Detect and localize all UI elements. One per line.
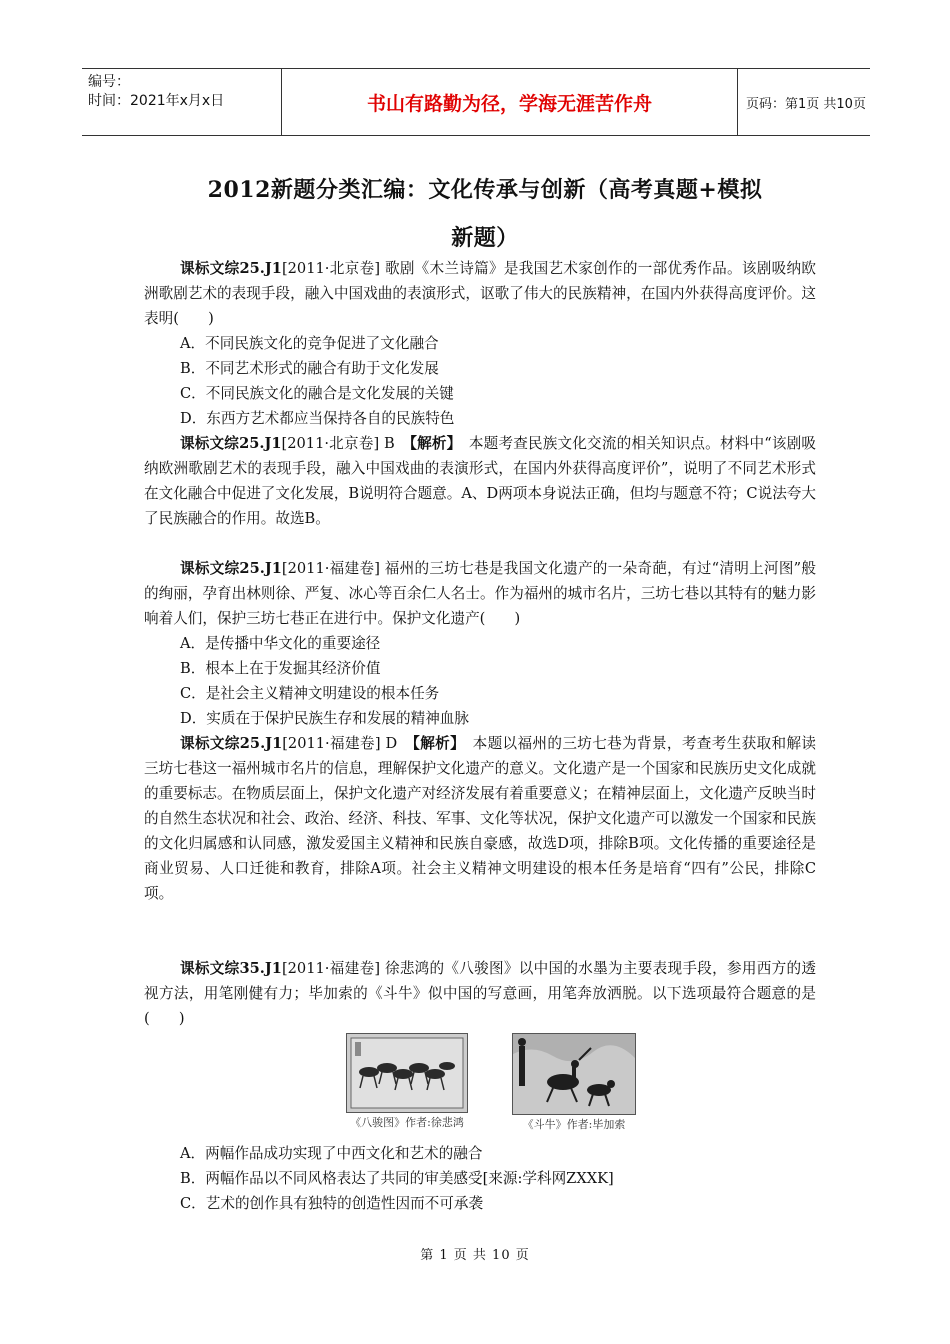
figure-bullfight [512,1033,636,1132]
answer-text: 本题以福州的三坊七巷为背景，考查考生获取和解读三坊七巷这一福州城市名片的信息，理解保护文化遗产的意义。文化遗产是一个国家和民族历史文化成就的重要标志。在物质层面上，保护文化遗产对经济发展有着重要意义；在精神层面上，文化遗产反映当时的自然生态状况和社会、政治、经济、科技、军事、文化等状况，保护文化遗产可以激发一个国家和民族的文化归属感和认同感，激发爱国主义精神和民族自豪感，故选D项，排除B项。文化传播的重要途径是商业贸易、人口迁徙和教育，排除A项。社会主义精神文明建设的根本任务是培育“四有”公民，排除C项。 [144,735,816,902]
question-tag: 课标文综35.J1 [180,960,282,977]
answer-tag: 课标文综25.J1 [180,735,283,752]
page-footer: 第 1 页 共 10 页 [420,1248,530,1263]
question-3-figures [144,1033,816,1141]
title-line-2: 新题） [451,225,519,251]
question-2-option-b: B．根本上在于发掘其经济价值 [180,660,381,677]
question-2-option-a: A．是传播中华文化的重要途径 [180,635,381,652]
question-tag: 课标文综25.J1 [180,260,282,277]
eight-horses-image [346,1033,468,1113]
header-motto: 书山有路勤为径，学海无涯苦作舟 [282,69,738,135]
answer-tag: 课标文综25.J1 [180,435,282,452]
bullfight-caption: 《斗牛》作者:毕加索 [522,1118,626,1131]
date-label: 时间：2021年x月x日 [88,93,225,109]
question-text: [2011·福建卷] 徐悲鸿的《八骏图》以中国的水墨为主要表现手段，参用西方的透视方法，用笔刚健有力；毕加索的《斗牛》似中国的写意画，用笔奔放洒脱。以下选项最符合题意的是( ) [144,960,817,1027]
question-2-stem [144,556,816,631]
title-line-1: 2012新题分类汇编：文化传承与创新（高考真题+模拟 [207,177,763,203]
question-1-stem [144,256,816,331]
question-1-option-a: A．不同民族文化的竞争促进了文化融合 [180,335,439,352]
question-1-option-d: D．东西方艺术都应当保持各自的民族特色 [180,410,455,427]
document-body [144,256,816,1216]
question-1-option-c: C．不同民族文化的融合是文化发展的关键 [180,385,454,402]
analysis-label: 【解析】 [409,435,455,452]
question-2-option-d: D．实质在于保护民族生存和发展的精神血脉 [180,710,469,727]
question-1-answer [144,431,816,531]
question-3-option-b: B．两幅作品以不同风格表达了共同的审美感受[来源:学科网ZXXK] [180,1170,614,1187]
question-2-answer [144,731,816,906]
page-header [82,68,870,136]
question-tag: 课标文综25.J1 [180,560,282,577]
answer-head: [2011·福建卷] D [282,735,413,752]
answer-head: [2011·北京卷] B [281,435,410,452]
analysis-label: 【解析】 [412,735,458,752]
document-title [140,166,830,262]
eight-horses-caption: 《八骏图》作者:徐悲鸿 [350,1116,464,1129]
question-3-stem [144,956,816,1031]
question-text: [2011·福建卷] 福州的三坊七巷是我国文化遗产的一朵奇葩，有过“清明上河图”般的绚丽，孕育出林则徐、严复、冰心等百余仁人名士。作为福州的城市名片，三坊七巷以其特有的魅力影响着人们，保护三坊七巷正在进行中。保护文化遗产( ) [144,560,817,627]
question-3-option-a: A．两幅作品成功实现了中西文化和艺术的融合 [180,1145,483,1162]
header-page-info: 页码：第1页 共10页 [746,96,866,112]
question-1-option-b: B．不同艺术形式的融合有助于文化发展 [180,360,439,377]
header-meta [82,69,282,135]
figure-eight-horses [346,1033,468,1130]
number-label: 编号： [88,74,130,90]
question-3-option-c: C．艺术的创作具有独特的创造性因而不可承袭 [180,1195,484,1212]
question-2-option-c: C．是社会主义精神文明建设的根本任务 [180,685,440,702]
bullfight-image [512,1033,636,1115]
answer-text: 本题考查民族文化交流的相关知识点。材料中“该剧吸纳欧洲歌剧艺术的表现手段，融入中国戏曲的表演形式，在国内外获得高度评价”，说明了不同艺术形式在文化融合中促进了文化发展，B说明符合题意。A、D两项本身说法正确，但均与题意不符；C说法夸大了民族融合的作用。故选B。 [144,435,817,527]
question-text: [2011·北京卷] 歌剧《木兰诗篇》是我国艺术家创作的一部优秀作品。该剧吸纳欧洲歌剧艺术的表现手段，融入中国戏曲的表演形式，讴歌了伟大的民族精神，在国内外获得高度评价。这表明( ) [144,260,817,327]
